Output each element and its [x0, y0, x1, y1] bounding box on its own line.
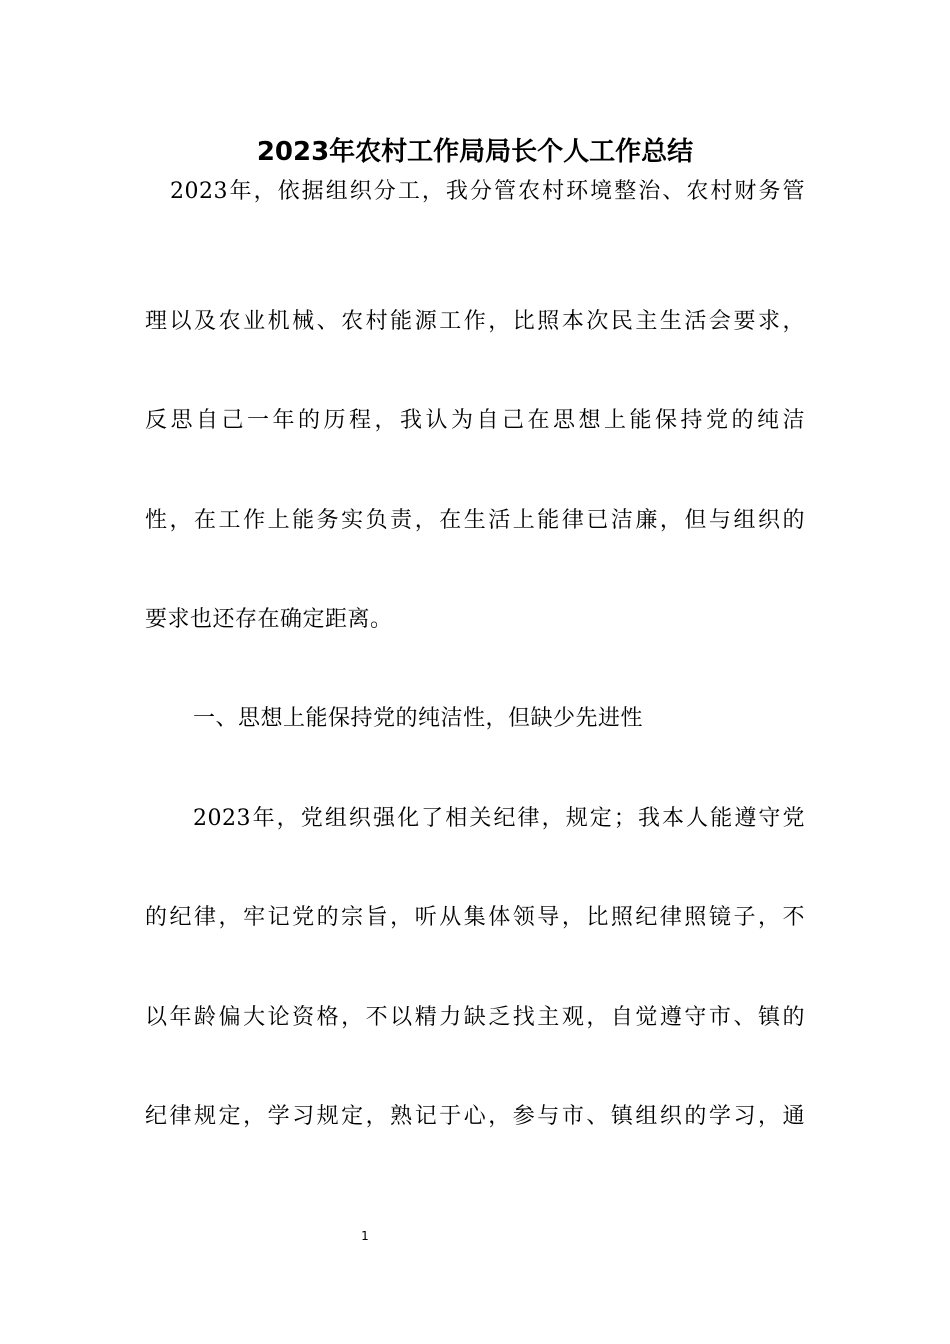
paragraph-line: 要求也还存在确定距离。 [145, 607, 393, 632]
page-number: 1 [361, 1229, 369, 1243]
paragraph-line: 理以及农业机械、农村能源工作，比照本次民主生活会要求， [145, 309, 805, 334]
paragraph-line: 2023年，依据组织分工，我分管农村环境整治、农村财务管 [170, 179, 805, 204]
paragraph-line: 的纪律，牢记党的宗旨，听从集体领导，比照纪律照镜子，不 [145, 905, 805, 930]
paragraph-line: 反思自己一年的历程，我认为自己在思想上能保持党的纯洁 [145, 408, 805, 433]
section-heading: 一、思想上能保持党的纯洁性，但缺少先进性 [193, 706, 644, 731]
paragraph-line: 性，在工作上能务实负责，在生活上能律已洁廉，但与组织的 [145, 508, 805, 533]
paragraph-line: 纪律规定，学习规定，熟记于心，参与市、镇组织的学习，通 [145, 1104, 805, 1129]
paragraph-line: 2023年，党组织强化了相关纪律，规定；我本人能遵守党 [193, 806, 805, 831]
document-title: 2023年农村工作局局长个人工作总结 [256, 137, 694, 167]
paragraph-line: 以年龄偏大论资格，不以精力缺乏找主观，自觉遵守市、镇的 [145, 1005, 805, 1030]
